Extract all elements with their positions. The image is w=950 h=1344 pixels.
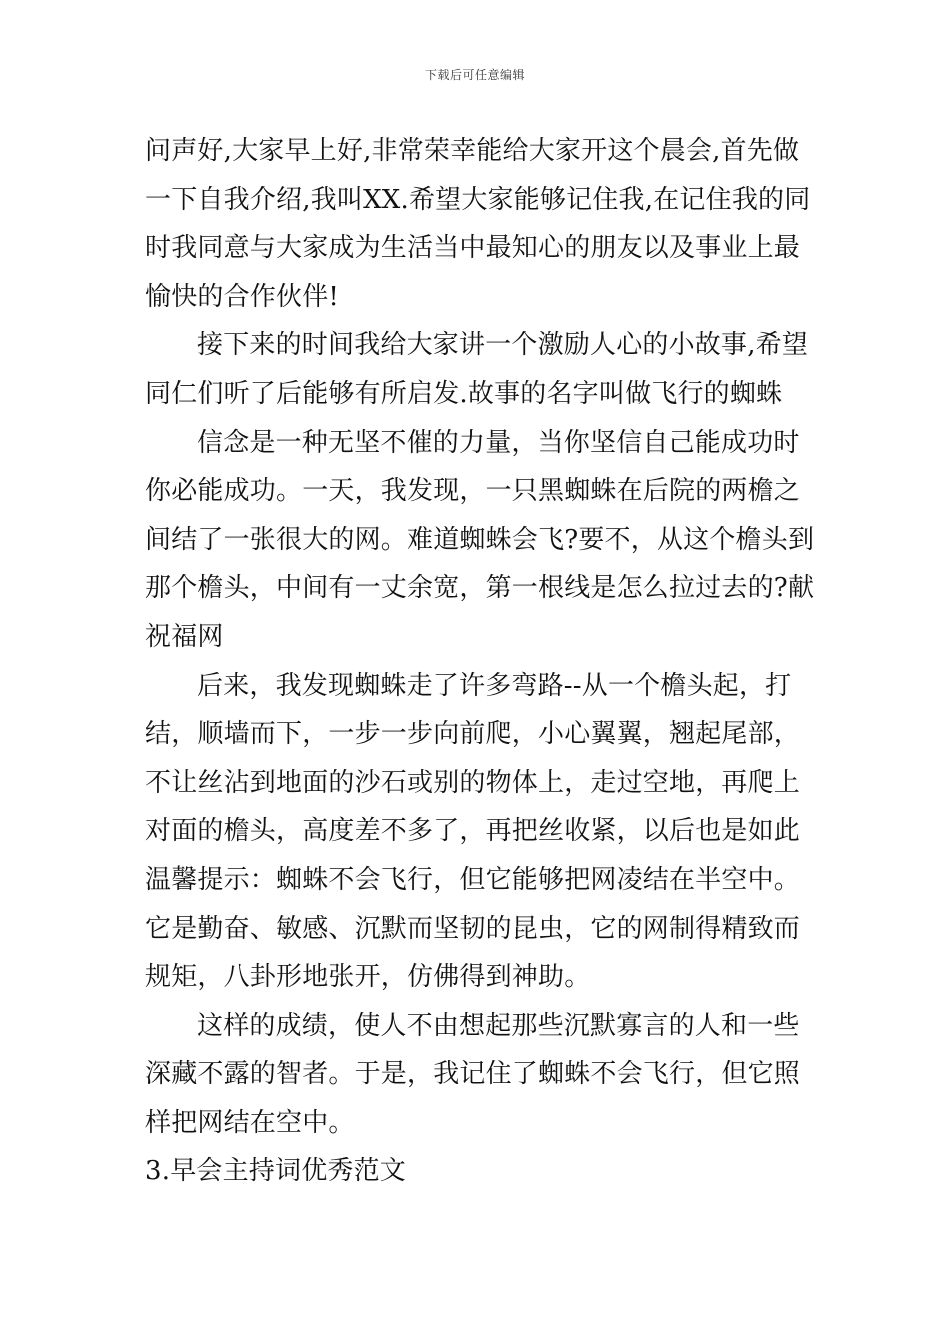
text-line: 样把网结在空中。 xyxy=(145,1107,355,1138)
paragraph-start-line: 信念是一种无坚不催的力量，当你坚信自己能成功时 xyxy=(197,427,800,458)
text-line: 你必能成功。一天，我发现，一只黑蜘蛛在后院的两檐之 xyxy=(145,476,801,507)
text-line: 愉快的合作伙伴! xyxy=(145,281,340,312)
text-line: 那个檐头，中间有一丈余宽，第一根线是怎么拉过去的?献 xyxy=(145,573,815,604)
text-line: 结，顺墙而下，一步一步向前爬，小心翼翼，翘起尾部， xyxy=(145,719,801,750)
text-line: 时我同意与大家成为生活当中最知心的朋友以及事业上最 xyxy=(145,233,801,264)
paragraph-start-line: 接下来的时间我给大家讲一个激励人心的小故事,希望 xyxy=(197,330,809,361)
section-heading: 3.早会主持词优秀范文 xyxy=(145,1156,407,1187)
text-line: 祝福网 xyxy=(145,621,224,652)
text-line: 一下自我介绍,我叫XX.希望大家能够记住我,在记住我的同 xyxy=(145,184,811,215)
text-line: 间结了一张很大的网。难道蜘蛛会飞?要不，从这个檐头到 xyxy=(145,524,815,555)
text-line: 对面的檐头，高度差不多了，再把丝收紧，以后也是如此 xyxy=(145,816,801,847)
text-line: 同仁们听了后能够有所启发.故事的名字叫做飞行的蜘蛛 xyxy=(145,378,783,409)
text-line: 深藏不露的智者。于是，我记住了蜘蛛不会飞行，但它照 xyxy=(145,1059,801,1090)
document-body xyxy=(145,127,815,1196)
text-line: 问声好,大家早上好,非常荣幸能给大家开这个晨会,首先做 xyxy=(145,136,800,166)
paragraph-start-line: 这样的成绩，使人不由想起那些沉默寡言的人和一些 xyxy=(197,1010,800,1041)
text-line: 不让丝沾到地面的沙石或别的物体上，走过空地，再爬上 xyxy=(145,767,801,798)
text-line: 温馨提示：蜘蛛不会飞行，但它能够把网凌结在半空中。 xyxy=(145,864,801,895)
text-line: 它是勤奋、敏感、沉默而坚韧的昆虫，它的网制得精致而 xyxy=(145,913,801,944)
text-line: 规矩，八卦形地张开，仿佛得到神助。 xyxy=(145,962,591,993)
page-header-note: 下载后可任意编辑 xyxy=(424,68,525,82)
paragraph-start-line: 后来，我发现蜘蛛走了许多弯路--从一个檐头起，打 xyxy=(197,670,792,701)
